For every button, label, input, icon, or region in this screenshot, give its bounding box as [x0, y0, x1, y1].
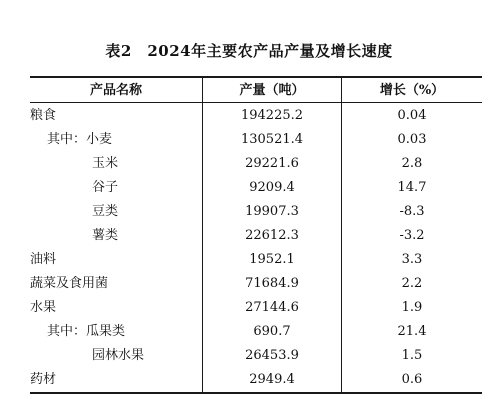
- product-name: 蔬菜及食用菌: [30, 276, 109, 291]
- growth-value: 3.3: [401, 252, 423, 267]
- product-name: 豆类: [92, 204, 119, 219]
- table-bottom-rule: [30, 392, 482, 394]
- table-row: [30, 224, 482, 248]
- product-name: 油料: [30, 252, 57, 267]
- header-growth: 增长（%）: [379, 83, 445, 98]
- production-value: 71684.9: [245, 276, 299, 291]
- table-row: [30, 368, 482, 392]
- product-name: 其中：小麦: [47, 132, 113, 147]
- product-name: 玉米: [92, 156, 119, 171]
- product-name: 谷子: [92, 180, 119, 195]
- table-row: [30, 344, 482, 368]
- table-row: [30, 128, 482, 152]
- growth-value: 2.8: [401, 156, 423, 171]
- growth-value: 0.03: [397, 132, 427, 147]
- table-title: 表2 2024年主要农产品产量及增长速度: [105, 42, 393, 60]
- table-row: [30, 296, 482, 320]
- growth-value: 1.5: [401, 348, 423, 363]
- table-row: [30, 272, 482, 296]
- table-row: [30, 200, 482, 224]
- growth-value: 0.6: [401, 372, 423, 387]
- production-value: 690.7: [253, 324, 291, 339]
- production-value: 26453.9: [245, 348, 299, 363]
- growth-value: 2.2: [401, 276, 423, 291]
- product-name: 其中：瓜果类: [47, 324, 126, 339]
- table-row: [30, 104, 482, 128]
- production-value: 29221.6: [245, 156, 299, 171]
- growth-value: 0.04: [397, 108, 427, 123]
- production-value: 194225.2: [240, 108, 304, 123]
- table-row: [30, 320, 482, 344]
- product-name: 薯类: [92, 228, 119, 243]
- growth-value: -8.3: [399, 204, 425, 219]
- table-row: [30, 152, 482, 176]
- table-header-rule: [30, 102, 482, 103]
- table-row: [30, 248, 482, 272]
- table-row: [30, 176, 482, 200]
- production-value: 1952.1: [249, 252, 295, 267]
- header-production: 产量（吨）: [239, 83, 305, 98]
- header-product-name: 产品名称: [89, 83, 142, 98]
- production-value: 27144.6: [245, 300, 299, 315]
- growth-value: -3.2: [399, 228, 425, 243]
- production-value: 9209.4: [249, 180, 295, 195]
- production-value: 130521.4: [240, 132, 304, 147]
- table-top-rule: [30, 76, 482, 78]
- product-name: 药材: [30, 372, 57, 387]
- growth-value: 1.9: [401, 300, 423, 315]
- production-value: 22612.3: [245, 228, 299, 243]
- growth-value: 14.7: [397, 180, 427, 195]
- production-value: 2949.4: [249, 372, 295, 387]
- product-name: 水果: [30, 300, 57, 315]
- product-name: 园林水果: [92, 348, 145, 363]
- production-value: 19907.3: [245, 204, 299, 219]
- product-name: 粮食: [30, 108, 57, 123]
- growth-value: 21.4: [397, 324, 427, 339]
